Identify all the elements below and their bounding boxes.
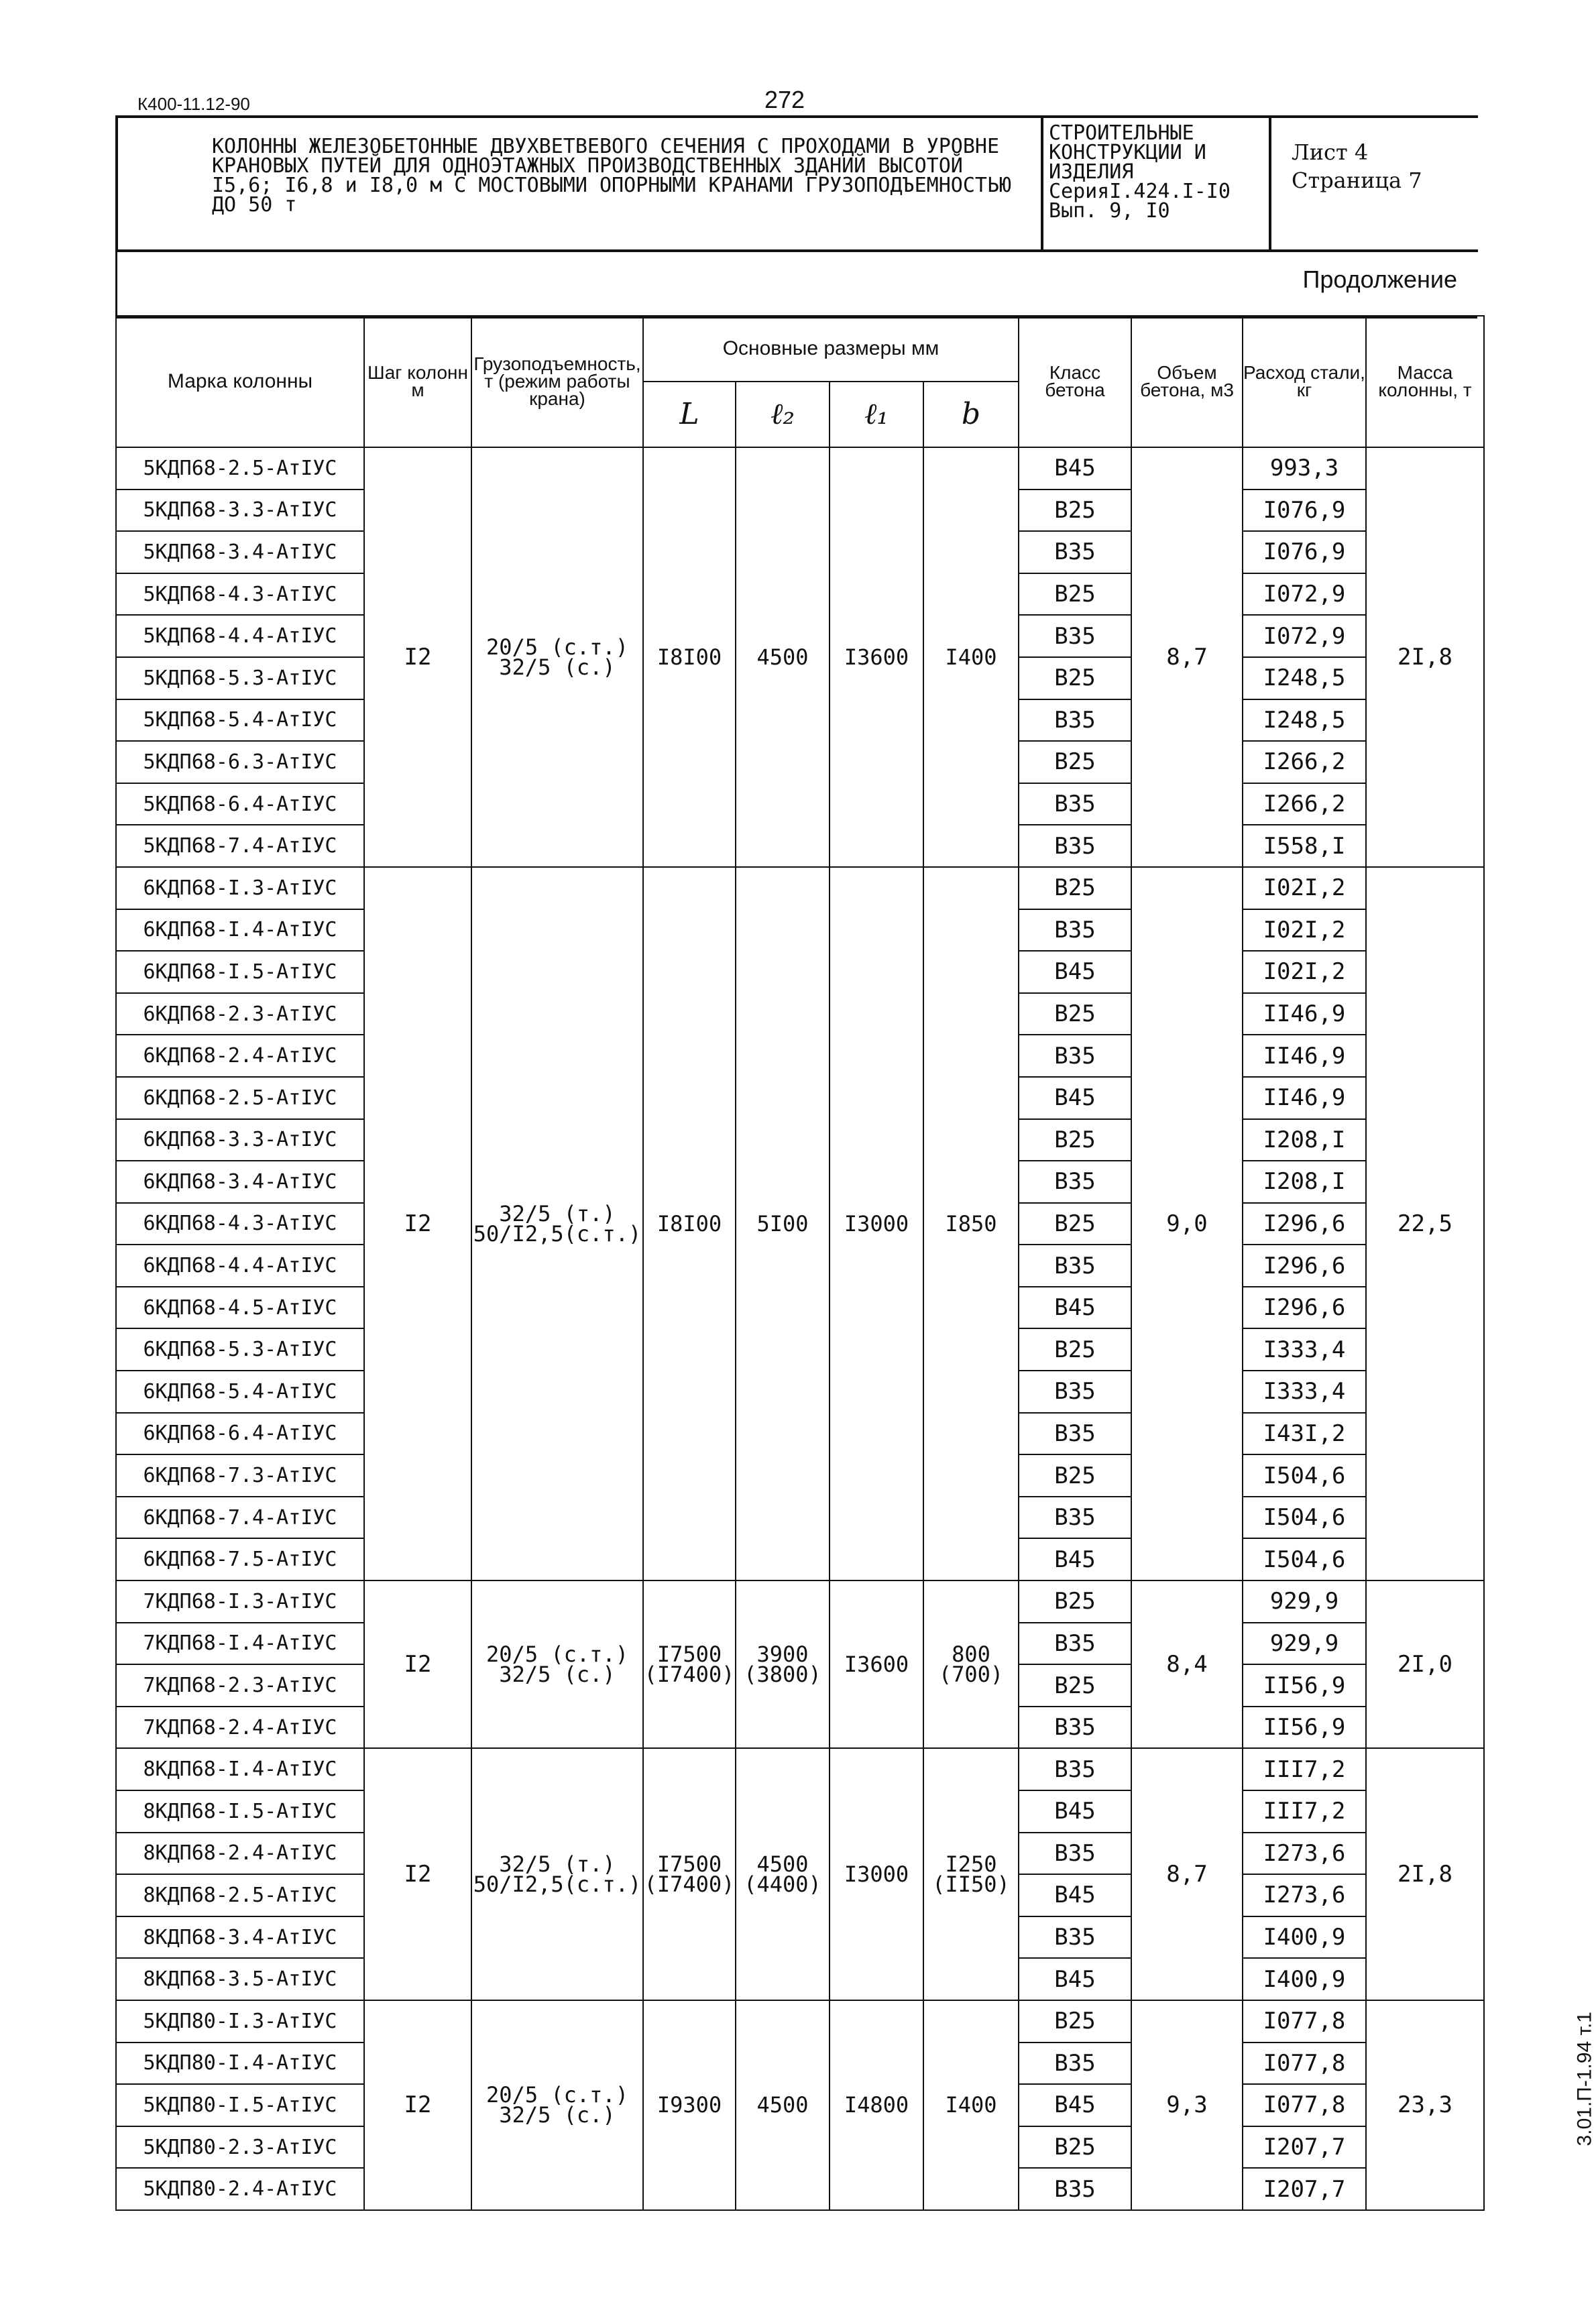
col-header-b: b [923, 382, 1019, 447]
concrete-class: В35 [1019, 1916, 1131, 1959]
concrete-class: В35 [1019, 1833, 1131, 1875]
concrete-class: В35 [1019, 825, 1131, 867]
column-mark: 8КДП68-2.5-АтIУС [116, 1874, 364, 1916]
column-mark: 7КДП68-2.4-АтIУС [116, 1707, 364, 1749]
steel-consumption: I072,9 [1243, 573, 1366, 616]
steel-consumption: I02I,2 [1243, 867, 1366, 909]
concrete-class: В25 [1019, 573, 1131, 616]
dim-l1: I3000 [830, 867, 923, 1580]
series-line: ИЗДЕЛИЯ [1049, 160, 1134, 184]
dim-l2: 5I00 [736, 867, 830, 1580]
steel-consumption: I266,2 [1243, 741, 1366, 783]
dim-L: I9300 [643, 2000, 736, 2210]
steel-consumption: I504,6 [1243, 1538, 1366, 1580]
column-mark: 6КДП68-3.3-АтIУС [116, 1119, 364, 1161]
concrete-class: В25 [1019, 993, 1131, 1035]
concrete-class: В45 [1019, 447, 1131, 490]
concrete-class: В25 [1019, 741, 1131, 783]
steel-consumption: I02I,2 [1243, 951, 1366, 993]
column-mark: 6КДП68-7.4-АтIУС [116, 1497, 364, 1539]
col-header-l1: ℓ₁ [830, 382, 923, 447]
steel-consumption: I273,6 [1243, 1833, 1366, 1875]
col-header-steel: Расход стали, кг [1243, 316, 1366, 447]
col-header-concrete-volume: Объем бетона, м3 [1131, 316, 1243, 447]
concrete-class: В35 [1019, 1161, 1131, 1203]
column-mark: 6КДП68-6.4-АтIУС [116, 1413, 364, 1455]
steel-consumption: I077,8 [1243, 2000, 1366, 2043]
column-mark: 6КДП68-7.3-АтIУС [116, 1454, 364, 1497]
dim-l2: 3900 (3800) [736, 1580, 830, 1748]
concrete-class: В25 [1019, 1580, 1131, 1623]
concrete-class: В35 [1019, 909, 1131, 952]
column-mark: 8КДП68-3.4-АтIУС [116, 1916, 364, 1959]
concrete-class: В45 [1019, 1538, 1131, 1580]
document-title: КОЛОННЫ ЖЕЛЕЗОБЕТОННЫЕ ДВУХВЕТВЕВОГО СЕЧЕНИЯ С ПРОХОДАМИ В УРОВНЕ КРАНОВЫХ ПУТЕЙ ДЛЯ ОДНОЭТАЖНЫХ ПРОИЗВОДСТВЕННЫХ ЗДАНИЙ ВЫСОТОЙ I5,6; I6,8 и I8,0 м С МОСТОВЫМИ ОПОРНЫМИ КРАНАМИ ГРУЗОПОДЪЕМНОСТЬЮ ДО 50 т [118, 118, 1043, 249]
steel-consumption: I208,I [1243, 1119, 1366, 1161]
column-mark: 6КДП68-3.4-АтIУС [116, 1161, 364, 1203]
column-mark: 5КДП80-I.5-АтIУС [116, 2084, 364, 2126]
concrete-volume: 8,7 [1131, 1748, 1243, 2000]
concrete-volume: 8,7 [1131, 447, 1243, 867]
steel-consumption: I248,5 [1243, 657, 1366, 699]
col-header-step: Шаг колонн м [364, 316, 471, 447]
column-step: I2 [364, 1748, 471, 2000]
steel-consumption: I077,8 [1243, 2043, 1366, 2085]
column-mark: 6КДП68-2.5-АтIУС [116, 1077, 364, 1119]
steel-consumption: I296,6 [1243, 1287, 1366, 1329]
steel-consumption: 929,9 [1243, 1623, 1366, 1665]
steel-consumption: I207,7 [1243, 2126, 1366, 2169]
steel-consumption: I333,4 [1243, 1371, 1366, 1413]
concrete-class: В35 [1019, 1413, 1131, 1455]
column-mass: 2I,0 [1366, 1580, 1484, 1748]
table-row [116, 867, 1484, 909]
column-mark: 5КДП68-6.3-АтIУС [116, 741, 364, 783]
concrete-class: В35 [1019, 1623, 1131, 1665]
column-mark: 6КДП68-4.5-АтIУС [116, 1287, 364, 1329]
concrete-class: В35 [1019, 783, 1131, 825]
col-header-capacity: Грузоподъемность, т (режим работы крана) [471, 316, 643, 447]
concrete-class: В45 [1019, 951, 1131, 993]
column-step: I2 [364, 867, 471, 1580]
col-header-mass: Масса колонны, т [1366, 316, 1484, 447]
page-number: 272 [764, 86, 805, 113]
column-mark: 6КДП68-2.3-АтIУС [116, 993, 364, 1035]
concrete-class: В25 [1019, 657, 1131, 699]
concrete-volume: 9,0 [1131, 867, 1243, 1580]
steel-consumption: 993,3 [1243, 447, 1366, 490]
column-mark: 5КДП80-2.3-АтIУС [116, 2126, 364, 2169]
concrete-class: В35 [1019, 2043, 1131, 2085]
concrete-class: В45 [1019, 1790, 1131, 1833]
column-mark: 8КДП68-I.4-АтIУС [116, 1748, 364, 1790]
column-mass: 22,5 [1366, 867, 1484, 1580]
steel-consumption: II46,9 [1243, 1035, 1366, 1077]
steel-consumption: I208,I [1243, 1161, 1366, 1203]
concrete-class: В45 [1019, 1958, 1131, 2000]
concrete-volume: 9,3 [1131, 2000, 1243, 2210]
col-header-main-dims: Основные размеры мм [643, 316, 1019, 382]
steel-consumption: I248,5 [1243, 699, 1366, 742]
concrete-class: В35 [1019, 1707, 1131, 1749]
dim-l2: 4500 [736, 2000, 830, 2210]
concrete-class: В45 [1019, 1077, 1131, 1119]
steel-consumption: I296,6 [1243, 1245, 1366, 1287]
column-mark: 7КДП68-2.3-АтIУС [116, 1664, 364, 1707]
document-code: К400-11.12-90 [137, 94, 250, 114]
column-step: I2 [364, 2000, 471, 2210]
steel-consumption: II46,9 [1243, 1077, 1366, 1119]
crane-capacity: 32/5 (т.) 50/I2,5(с.т.) [471, 1748, 643, 2000]
crane-capacity: 32/5 (т.) 50/I2,5(с.т.) [471, 867, 643, 1580]
steel-consumption: I072,9 [1243, 615, 1366, 657]
column-step: I2 [364, 1580, 471, 1748]
concrete-class: В25 [1019, 490, 1131, 532]
concrete-class: В45 [1019, 1874, 1131, 1916]
table-row [116, 2000, 1484, 2043]
sheet-number: Лист 4 [1292, 139, 1369, 165]
column-mark: 6КДП68-I.3-АтIУС [116, 867, 364, 909]
column-mark: 5КДП68-6.4-АтIУС [116, 783, 364, 825]
column-mark: 5КДП80-2.4-АтIУС [116, 2168, 364, 2210]
table-row [116, 1748, 1484, 1790]
steel-consumption: I400,9 [1243, 1916, 1366, 1959]
steel-consumption: II56,9 [1243, 1664, 1366, 1707]
steel-consumption: 929,9 [1243, 1580, 1366, 1623]
column-mark: 5КДП80-I.3-АтIУС [116, 2000, 364, 2043]
column-mass: 23,3 [1366, 2000, 1484, 2210]
series-line: СерияI.424.I-I0 [1049, 180, 1231, 203]
concrete-class: В35 [1019, 1371, 1131, 1413]
concrete-class: В35 [1019, 1748, 1131, 1790]
column-mark: 5КДП80-I.4-АтIУС [116, 2043, 364, 2085]
sheet-info [1271, 118, 1473, 249]
dim-b: I400 [923, 2000, 1019, 2210]
concrete-volume: 8,4 [1131, 1580, 1243, 1748]
steel-consumption: I207,7 [1243, 2168, 1366, 2210]
column-mark: 6КДП68-I.4-АтIУС [116, 909, 364, 952]
dim-L: I7500 (I7400) [643, 1580, 736, 1748]
series-line: СТРОИТЕЛЬНЫЕ [1049, 121, 1194, 145]
column-mark: 6КДП68-2.4-АтIУС [116, 1035, 364, 1077]
steel-consumption: I02I,2 [1243, 909, 1366, 952]
dim-b: 800 (700) [923, 1580, 1019, 1748]
column-mark: 6КДП68-I.5-АтIУС [116, 951, 364, 993]
steel-consumption: I504,6 [1243, 1454, 1366, 1497]
dim-b: I850 [923, 867, 1019, 1580]
column-mark: 5КДП68-3.4-АтIУС [116, 531, 364, 573]
column-mass: 2I,8 [1366, 447, 1484, 867]
column-mark: 8КДП68-I.5-АтIУС [116, 1790, 364, 1833]
crane-capacity: 20/5 (с.т.) 32/5 (с.) [471, 2000, 643, 2210]
series-info [1043, 118, 1271, 249]
continuation-label: Продолжение [1302, 266, 1457, 293]
steel-consumption: I266,2 [1243, 783, 1366, 825]
concrete-class: В35 [1019, 2168, 1131, 2210]
concrete-class: В25 [1019, 867, 1131, 909]
crane-capacity: 20/5 (с.т.) 32/5 (с.) [471, 447, 643, 867]
concrete-class: В35 [1019, 1035, 1131, 1077]
concrete-class: В35 [1019, 699, 1131, 742]
column-mass: 2I,8 [1366, 1748, 1484, 2000]
concrete-class: В25 [1019, 1454, 1131, 1497]
crane-capacity: 20/5 (с.т.) 32/5 (с.) [471, 1580, 643, 1748]
steel-consumption: II46,9 [1243, 993, 1366, 1035]
column-mark: 6КДП68-4.4-АтIУС [116, 1245, 364, 1287]
column-mark: 6КДП68-5.4-АтIУС [116, 1371, 364, 1413]
concrete-class: В25 [1019, 2126, 1131, 2169]
columns-table [115, 315, 1485, 2211]
steel-consumption: I400,9 [1243, 1958, 1366, 2000]
dim-l1: I3000 [830, 1748, 923, 2000]
concrete-class: В25 [1019, 2000, 1131, 2043]
steel-consumption: I076,9 [1243, 490, 1366, 532]
col-header-l2: ℓ₂ [736, 382, 830, 447]
series-line: КОНСТРУКЦИИ И [1049, 141, 1206, 164]
col-header-mark: Марка колонны [116, 316, 364, 447]
concrete-class: В35 [1019, 1245, 1131, 1287]
dim-b: I250 (II50) [923, 1748, 1019, 2000]
steel-consumption: I333,4 [1243, 1328, 1366, 1371]
steel-consumption: I504,6 [1243, 1497, 1366, 1539]
column-mark: 7КДП68-I.4-АтIУС [116, 1623, 364, 1665]
continuation-row [115, 249, 1477, 319]
steel-consumption: I077,8 [1243, 2084, 1366, 2126]
dim-l2: 4500 [736, 447, 830, 867]
page-ref: Страница 7 [1292, 168, 1422, 193]
dim-L: I7500 (I7400) [643, 1748, 736, 2000]
column-mark: 8КДП68-3.5-АтIУС [116, 1958, 364, 2000]
column-step: I2 [364, 447, 471, 867]
concrete-class: В45 [1019, 1287, 1131, 1329]
concrete-class: В25 [1019, 1203, 1131, 1245]
concrete-class: В45 [1019, 2084, 1131, 2126]
column-mark: 5КДП68-4.3-АтIУС [116, 573, 364, 616]
column-mark: 7КДП68-I.3-АтIУС [116, 1580, 364, 1623]
concrete-class: В35 [1019, 1497, 1131, 1539]
steel-consumption: I076,9 [1243, 531, 1366, 573]
concrete-class: В25 [1019, 1664, 1131, 1707]
column-mark: 5КДП68-7.4-АтIУС [116, 825, 364, 867]
dim-L: I8I00 [643, 867, 736, 1580]
steel-consumption: I43I,2 [1243, 1413, 1366, 1455]
concrete-class: В25 [1019, 1328, 1131, 1371]
col-header-concrete-class: Класс бетона [1019, 316, 1131, 447]
steel-consumption: II56,9 [1243, 1707, 1366, 1749]
column-mark: 5КДП68-5.4-АтIУС [116, 699, 364, 742]
title-block [115, 115, 1478, 252]
dim-l2: 4500 (4400) [736, 1748, 830, 2000]
concrete-class: В35 [1019, 615, 1131, 657]
side-code: 3.01.П-1.94 т.1 [1573, 2012, 1595, 2146]
column-mark: 6КДП68-5.3-АтIУС [116, 1328, 364, 1371]
column-mark: 6КДП68-7.5-АтIУС [116, 1538, 364, 1580]
series-line: Вып. 9, I0 [1049, 199, 1170, 223]
steel-consumption: III7,2 [1243, 1790, 1366, 1833]
dim-l1: I4800 [830, 2000, 923, 2210]
column-mark: 5КДП68-2.5-АтIУС [116, 447, 364, 490]
dim-l1: I3600 [830, 1580, 923, 1748]
column-mark: 5КДП68-5.3-АтIУС [116, 657, 364, 699]
column-mark: 6КДП68-4.3-АтIУС [116, 1203, 364, 1245]
concrete-class: В35 [1019, 531, 1131, 573]
steel-consumption: III7,2 [1243, 1748, 1366, 1790]
dim-l1: I3600 [830, 447, 923, 867]
table-row [116, 447, 1484, 490]
steel-consumption: I558,I [1243, 825, 1366, 867]
concrete-class: В25 [1019, 1119, 1131, 1161]
col-header-L: L [643, 382, 736, 447]
steel-consumption: I296,6 [1243, 1203, 1366, 1245]
column-mark: 5КДП68-3.3-АтIУС [116, 490, 364, 532]
table-body [116, 447, 1484, 2210]
steel-consumption: I273,6 [1243, 1874, 1366, 1916]
column-mark: 5КДП68-4.4-АтIУС [116, 615, 364, 657]
dim-L: I8I00 [643, 447, 736, 867]
dim-b: I400 [923, 447, 1019, 867]
column-mark: 8КДП68-2.4-АтIУС [116, 1833, 364, 1875]
table-row [116, 1580, 1484, 1623]
